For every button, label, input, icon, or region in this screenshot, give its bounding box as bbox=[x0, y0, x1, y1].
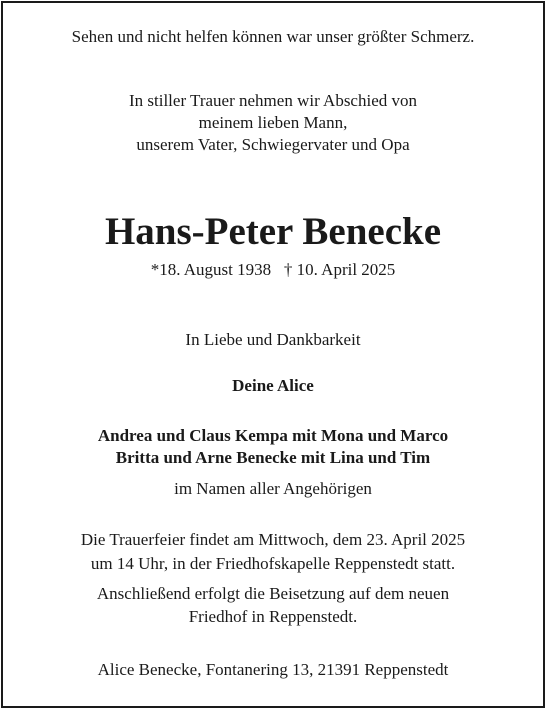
family-line-1: Andrea und Claus Kempa mit Mona und Marco bbox=[97, 426, 449, 445]
intro-line-3: unserem Vater, Schwiegervater und Opa bbox=[136, 135, 410, 154]
motto: Sehen und nicht helfen können war unser größter Schmerz. bbox=[71, 27, 475, 46]
contact-address: Alice Benecke, Fontanering 13, 21391 Reppenstedt bbox=[97, 660, 449, 679]
service-line-2: um 14 Uhr, in der Friedhofskapelle Reppenstedt statt. bbox=[90, 554, 456, 573]
farewell-text: In Liebe und Dankbarkeit bbox=[185, 330, 361, 349]
deceased-name: Hans-Peter Benecke bbox=[104, 210, 442, 253]
family-line-3: im Namen aller Angehörigen bbox=[174, 479, 372, 498]
service-line-1: Die Trauerfeier findet am Mittwoch, dem 23. April 2025 bbox=[80, 530, 466, 549]
family-line-2: Britta und Arne Benecke mit Lina und Tim bbox=[115, 448, 431, 467]
intro-line-1: In stiller Trauer nehmen wir Abschied von bbox=[128, 91, 417, 110]
obituary-notice bbox=[1, 1, 545, 708]
intro-line-2: meinem lieben Mann, bbox=[198, 113, 348, 132]
life-dates: *18. August 1938 † 10. April 2025 bbox=[150, 260, 396, 279]
spouse-signature: Deine Alice bbox=[232, 376, 314, 395]
service-line-3: Anschließend erfolgt die Beisetzung auf dem neuen bbox=[96, 584, 450, 603]
service-line-4: Friedhof in Reppenstedt. bbox=[188, 607, 358, 626]
